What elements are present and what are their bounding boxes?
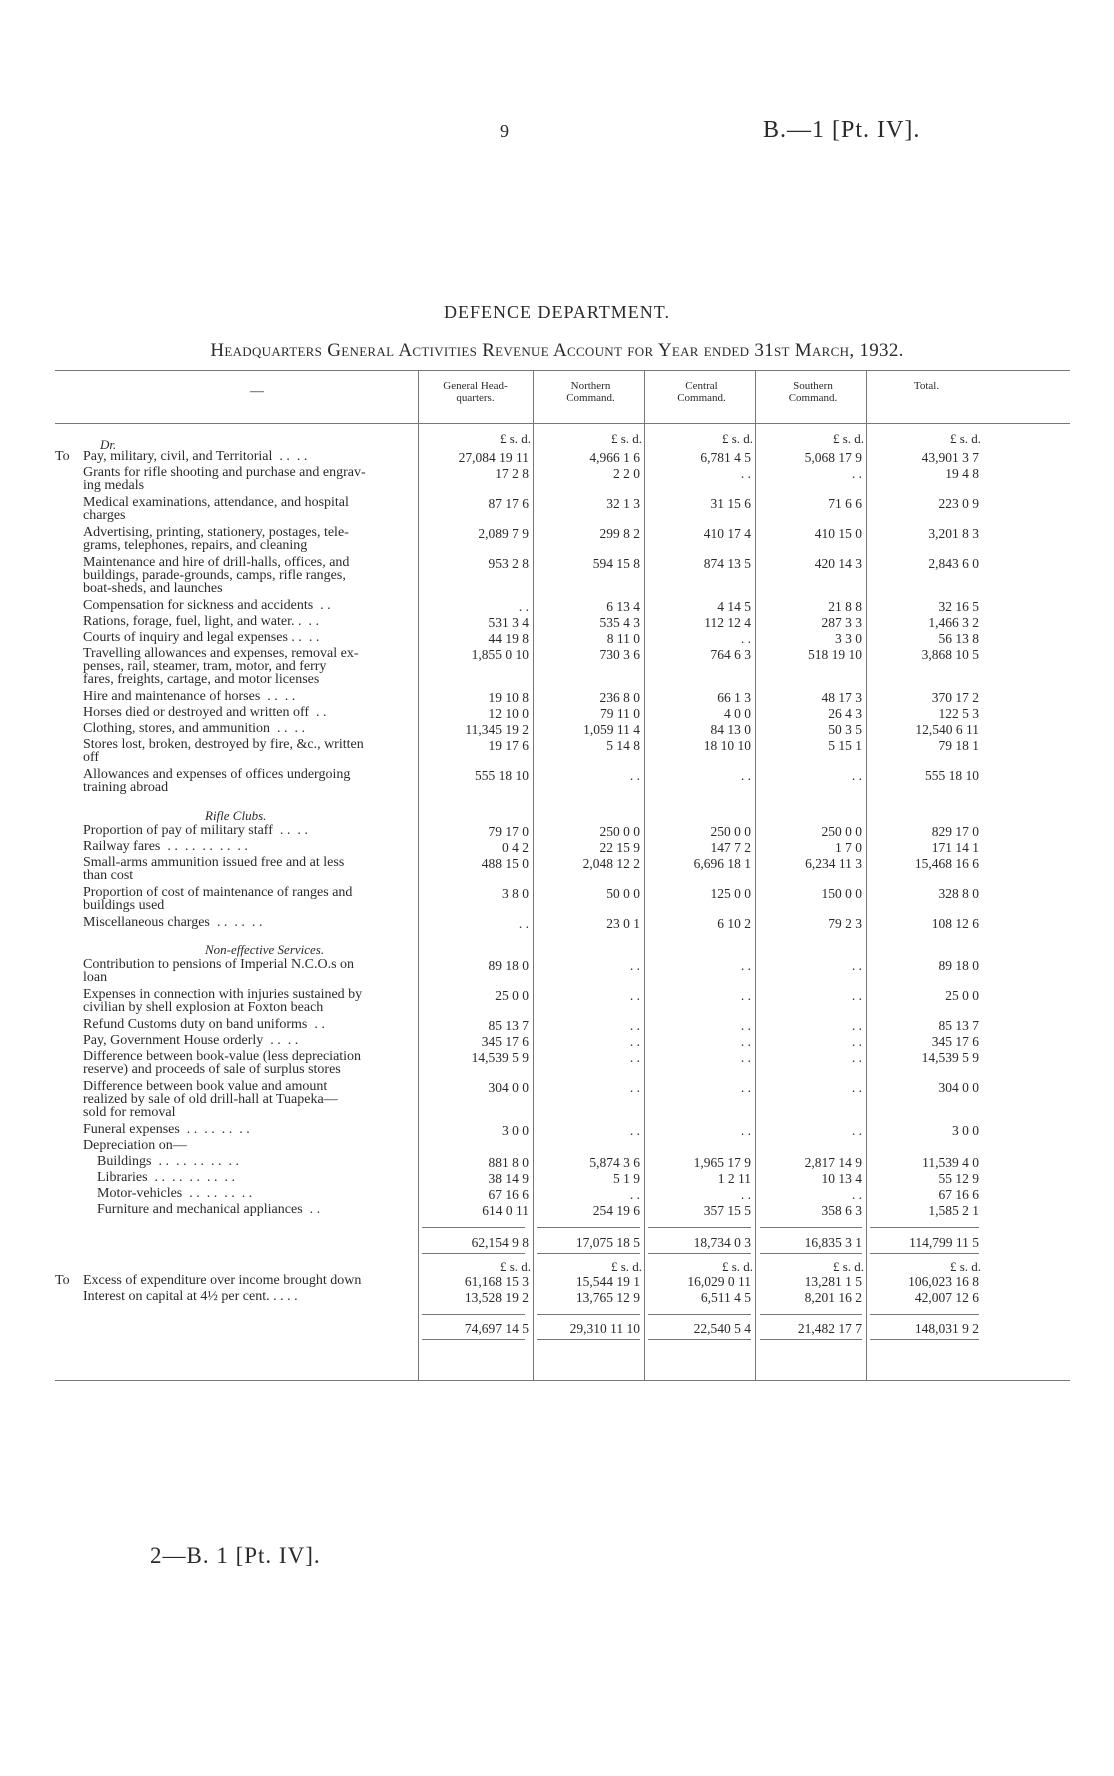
account-line-label: Motor-vehicles . . . . . . . . bbox=[83, 1186, 253, 1201]
amount-cell: 6 13 4 bbox=[606, 599, 640, 614]
grand-total-bottom-rule bbox=[648, 1339, 751, 1340]
amount-cell: . . bbox=[740, 988, 751, 1003]
amount-cell: 79 11 0 bbox=[600, 706, 640, 721]
column-header: General Head- quarters. bbox=[443, 380, 508, 404]
amount-cell: 13,281 1 5 bbox=[804, 1274, 862, 1289]
grand-total-cell: 74,697 14 5 bbox=[464, 1321, 529, 1336]
amount-cell: 345 17 6 bbox=[931, 1034, 979, 1049]
amount-cell: 304 0 0 bbox=[488, 1080, 529, 1095]
account-line-label: Difference between book value and amount realized by sale of old drill-hall at Tuapeka— sold for removal bbox=[83, 1079, 338, 1120]
amount-cell: 44 19 8 bbox=[488, 631, 529, 646]
amount-cell: . . bbox=[629, 1080, 640, 1095]
amount-cell: 531 3 4 bbox=[488, 615, 529, 630]
column-divider bbox=[533, 370, 534, 1380]
amount-cell: 32 1 3 bbox=[606, 496, 640, 511]
amount-cell: 3,201 8 3 bbox=[928, 526, 979, 541]
amount-cell: 19 17 6 bbox=[488, 738, 529, 753]
amount-cell: 594 15 8 bbox=[592, 556, 640, 571]
amount-cell: 953 2 8 bbox=[488, 556, 529, 571]
amount-cell: 250 0 0 bbox=[599, 824, 640, 839]
amount-cell: 50 0 0 bbox=[606, 886, 640, 901]
amount-cell: 50 3 5 bbox=[828, 722, 862, 737]
amount-cell: 61,168 15 3 bbox=[464, 1274, 529, 1289]
amount-cell: 67 16 6 bbox=[938, 1187, 979, 1202]
amount-cell: 2,048 12 2 bbox=[582, 856, 640, 871]
amount-cell: 223 0 9 bbox=[938, 496, 979, 511]
grand-total-cell: 29,310 11 10 bbox=[569, 1321, 640, 1336]
amount-cell: . . bbox=[629, 1018, 640, 1033]
currency-units: £ s. d. bbox=[832, 431, 864, 446]
section-heading: Non-effective Services. bbox=[205, 942, 325, 957]
amount-cell: . . bbox=[629, 958, 640, 973]
amount-cell: 555 18 10 bbox=[475, 768, 529, 783]
amount-cell: 87 17 6 bbox=[488, 496, 529, 511]
amount-cell: 85 13 7 bbox=[938, 1018, 979, 1033]
amount-cell: 8 11 0 bbox=[606, 631, 640, 646]
account-line-label: Clothing, stores, and ammunition . . . . bbox=[83, 721, 306, 736]
amount-cell: 6 10 2 bbox=[717, 916, 751, 931]
amount-cell: 299 8 2 bbox=[599, 526, 640, 541]
currency-units: £ s. d. bbox=[610, 431, 642, 446]
amount-cell: 171 14 1 bbox=[931, 840, 979, 855]
account-line-label: Stores lost, broken, destroyed by fire, &c., written off bbox=[83, 737, 364, 765]
account-line-label: Horses died or destroyed and written off . . bbox=[83, 705, 327, 720]
account-line-label: Railway fares . . . . . . . . . . bbox=[83, 839, 248, 854]
amount-cell: . . bbox=[629, 1050, 640, 1065]
subtotal-rule bbox=[760, 1227, 862, 1228]
account-line-label: Pay, Government House orderly . . . . bbox=[83, 1033, 299, 1048]
amount-cell: 13,528 19 2 bbox=[464, 1290, 529, 1305]
amount-cell: . . bbox=[851, 1080, 862, 1095]
account-line-label: Maintenance and hire of drill-halls, offices, and buildings, parade-grounds, camps, rifle ranges, boat-sheds, and launches bbox=[83, 555, 350, 596]
amount-cell: 3 0 0 bbox=[952, 1123, 979, 1138]
grand-total-rule bbox=[537, 1314, 640, 1315]
column-header: Southern Command. bbox=[788, 380, 838, 404]
amount-cell: 3,868 10 5 bbox=[921, 647, 979, 662]
currency-units: £ s. d. bbox=[499, 1259, 531, 1274]
amount-cell: 6,511 4 5 bbox=[700, 1290, 751, 1305]
amount-cell: 85 13 7 bbox=[488, 1018, 529, 1033]
subtotal-bottom-rule bbox=[648, 1253, 751, 1254]
amount-cell: . . bbox=[629, 768, 640, 783]
grand-total-cell: 22,540 5 4 bbox=[693, 1321, 751, 1336]
amount-cell: 4,966 1 6 bbox=[589, 450, 640, 465]
amount-cell: . . bbox=[740, 1050, 751, 1065]
amount-cell: 4 14 5 bbox=[717, 599, 751, 614]
amount-cell: 12 10 0 bbox=[488, 706, 529, 721]
amount-cell: 1 2 11 bbox=[717, 1171, 751, 1186]
account-line-label: Medical examinations, attendance, and hospital charges bbox=[83, 495, 349, 523]
amount-cell: . . bbox=[740, 768, 751, 783]
page-number: 9 bbox=[500, 121, 509, 141]
amount-cell: 11,345 19 2 bbox=[465, 722, 529, 737]
amount-cell: 150 0 0 bbox=[821, 886, 862, 901]
department-title: DEFENCE DEPARTMENT. bbox=[444, 302, 670, 322]
amount-cell: 328 8 0 bbox=[938, 886, 979, 901]
amount-cell: . . bbox=[740, 1034, 751, 1049]
amount-cell: 518 19 10 bbox=[808, 647, 862, 662]
amount-cell: 48 17 3 bbox=[821, 690, 862, 705]
amount-cell: . . bbox=[740, 1187, 751, 1202]
amount-cell: 11,539 4 0 bbox=[922, 1155, 979, 1170]
amount-cell: 21 8 8 bbox=[828, 599, 862, 614]
amount-cell: . . bbox=[740, 466, 751, 481]
amount-cell: 17 2 8 bbox=[495, 466, 529, 481]
amount-cell: 5 15 1 bbox=[828, 738, 862, 753]
subtotal-bottom-rule bbox=[537, 1253, 640, 1254]
account-line-label: Pay, military, civil, and Territorial . . . . bbox=[83, 449, 308, 464]
amount-cell: 874 13 5 bbox=[703, 556, 751, 571]
amount-cell: 19 4 8 bbox=[945, 466, 979, 481]
subtotal-rule bbox=[870, 1227, 979, 1228]
grand-total-bottom-rule bbox=[422, 1339, 525, 1340]
section-heading: Rifle Clubs. bbox=[205, 808, 267, 823]
subtotal-cell: 16,835 3 1 bbox=[804, 1235, 862, 1250]
amount-cell: 410 15 0 bbox=[814, 526, 862, 541]
amount-cell: . . bbox=[851, 958, 862, 973]
document-reference: B.—1 [Pt. IV]. bbox=[763, 117, 921, 143]
amount-cell: 25 0 0 bbox=[945, 988, 979, 1003]
amount-cell: . . bbox=[629, 1187, 640, 1202]
column-divider bbox=[418, 370, 419, 1380]
amount-cell: 357 15 5 bbox=[703, 1203, 751, 1218]
amount-cell: 6,781 4 5 bbox=[700, 450, 751, 465]
subtotal-bottom-rule bbox=[870, 1253, 979, 1254]
amount-cell: 829 17 0 bbox=[931, 824, 979, 839]
amount-cell: . . bbox=[851, 1034, 862, 1049]
amount-cell: 42,007 12 6 bbox=[914, 1290, 979, 1305]
currency-units: £ s. d. bbox=[949, 431, 981, 446]
amount-cell: 2,817 14 9 bbox=[804, 1155, 862, 1170]
amount-cell: 1,855 0 10 bbox=[471, 647, 529, 662]
amount-cell: 6,234 11 3 bbox=[805, 856, 862, 871]
account-line-label: Courts of inquiry and legal expenses . . . . bbox=[83, 630, 320, 645]
amount-cell: 2 2 0 bbox=[613, 466, 640, 481]
account-line-label: Proportion of cost of maintenance of ranges and buildings used bbox=[83, 885, 353, 913]
account-subtitle: Headquarters General Activities Revenue Account for Year ended 31st March, 1932. bbox=[210, 340, 904, 361]
currency-units: £ s. d. bbox=[721, 431, 753, 446]
amount-cell: . . bbox=[851, 768, 862, 783]
currency-units: £ s. d. bbox=[949, 1259, 981, 1274]
amount-cell: 67 16 6 bbox=[488, 1187, 529, 1202]
amount-cell: 108 12 6 bbox=[931, 916, 979, 931]
amount-cell: 764 6 3 bbox=[710, 647, 751, 662]
amount-cell: 730 3 6 bbox=[599, 647, 640, 662]
amount-cell: 3 8 0 bbox=[502, 886, 529, 901]
account-line-label: Allowances and expenses of offices undergoing training abroad bbox=[83, 767, 351, 795]
account-line-label: Advertising, printing, stationery, postages, tele- grams, telephones, repairs, and cleaning bbox=[83, 525, 349, 553]
amount-cell: 79 18 1 bbox=[938, 738, 979, 753]
amount-cell: 5,874 3 6 bbox=[589, 1155, 640, 1170]
amount-cell: 345 17 6 bbox=[481, 1034, 529, 1049]
amount-cell: . . bbox=[851, 1050, 862, 1065]
subtotal-rule bbox=[422, 1227, 525, 1228]
amount-cell: . . bbox=[629, 1123, 640, 1138]
currency-units: £ s. d. bbox=[499, 431, 531, 446]
amount-cell: 2,843 6 0 bbox=[928, 556, 979, 571]
amount-cell: 535 4 3 bbox=[599, 615, 640, 630]
account-line-label: Interest on capital at 4½ per cent. . . . . bbox=[83, 1289, 298, 1304]
amount-cell: 4 0 0 bbox=[724, 706, 751, 721]
account-line-label: Hire and maintenance of horses . . . . bbox=[83, 689, 296, 704]
currency-units: £ s. d. bbox=[610, 1259, 642, 1274]
amount-cell: 13,765 12 9 bbox=[575, 1290, 640, 1305]
account-line-label: Buildings . . . . . . . . . . bbox=[83, 1154, 239, 1169]
amount-cell: 5,068 17 9 bbox=[804, 450, 862, 465]
account-line-label: Refund Customs duty on band uniforms . . bbox=[83, 1017, 325, 1032]
subtotal-rule bbox=[648, 1227, 751, 1228]
amount-cell: 125 0 0 bbox=[710, 886, 751, 901]
account-line-label: Rations, forage, fuel, light, and water. . . . bbox=[83, 614, 319, 629]
amount-cell: 89 18 0 bbox=[938, 958, 979, 973]
amount-cell: . . bbox=[851, 466, 862, 481]
amount-cell: 79 2 3 bbox=[828, 916, 862, 931]
amount-cell: 19 10 8 bbox=[488, 690, 529, 705]
account-line-label: Compensation for sickness and accidents . . bbox=[83, 598, 331, 613]
amount-cell: 25 0 0 bbox=[495, 988, 529, 1003]
amount-cell: 26 4 3 bbox=[828, 706, 862, 721]
account-line-label: Grants for rifle shooting and purchase and engrav- ing medals bbox=[83, 465, 366, 493]
account-line-label: Excess of expenditure over income brought down bbox=[83, 1273, 362, 1288]
amount-cell: 1,585 2 1 bbox=[928, 1203, 979, 1218]
column-divider bbox=[866, 370, 867, 1380]
amount-cell: . . bbox=[851, 1187, 862, 1202]
amount-cell: 370 17 2 bbox=[931, 690, 979, 705]
amount-cell: . . bbox=[518, 916, 529, 931]
amount-cell: . . bbox=[740, 958, 751, 973]
amount-cell: 10 13 4 bbox=[821, 1171, 862, 1186]
to-label: To bbox=[55, 449, 70, 464]
amount-cell: 31 15 6 bbox=[710, 496, 751, 511]
amount-cell: 147 7 2 bbox=[710, 840, 751, 855]
amount-cell: 32 16 5 bbox=[938, 599, 979, 614]
amount-cell: 38 14 9 bbox=[488, 1171, 529, 1186]
amount-cell: . . bbox=[629, 1034, 640, 1049]
grand-total-cell: 21,482 17 7 bbox=[797, 1321, 862, 1336]
amount-cell: 5 1 9 bbox=[613, 1171, 640, 1186]
amount-cell: . . bbox=[740, 631, 751, 646]
amount-cell: 112 12 4 bbox=[704, 615, 751, 630]
header-bottom-rule bbox=[55, 423, 1070, 424]
amount-cell: 71 6 6 bbox=[828, 496, 862, 511]
amount-cell: 1,466 3 2 bbox=[928, 615, 979, 630]
amount-cell: 3 0 0 bbox=[502, 1123, 529, 1138]
amount-cell: 254 19 6 bbox=[592, 1203, 640, 1218]
grand-total-bottom-rule bbox=[537, 1339, 640, 1340]
amount-cell: 84 13 0 bbox=[710, 722, 751, 737]
grand-total-bottom-rule bbox=[760, 1339, 862, 1340]
account-line-label: Proportion of pay of military staff . . . . bbox=[83, 823, 308, 838]
account-line-label: Miscellaneous charges . . . . . . bbox=[83, 915, 263, 930]
account-line-label: Depreciation on— bbox=[83, 1138, 187, 1153]
amount-cell: 250 0 0 bbox=[710, 824, 751, 839]
subtotal-cell: 114,799 11 5 bbox=[909, 1235, 979, 1250]
amount-cell: 15,468 16 6 bbox=[914, 856, 979, 871]
column-header: Northern Command. bbox=[566, 380, 615, 404]
amount-cell: 5 14 8 bbox=[606, 738, 640, 753]
subtotal-cell: 62,154 9 8 bbox=[471, 1235, 529, 1250]
footer-reference: 2—B. 1 [Pt. IV]. bbox=[150, 1543, 321, 1568]
account-line-label: Funeral expenses . . . . . . . . bbox=[83, 1122, 250, 1137]
account-line-label: Small-arms ammunition issued free and at less than cost bbox=[83, 855, 345, 883]
amount-cell: . . bbox=[851, 988, 862, 1003]
amount-cell: 89 18 0 bbox=[488, 958, 529, 973]
amount-cell: 56 13 8 bbox=[938, 631, 979, 646]
amount-cell: 43,901 3 7 bbox=[921, 450, 979, 465]
currency-units: £ s. d. bbox=[832, 1259, 864, 1274]
amount-cell: . . bbox=[740, 1123, 751, 1138]
amount-cell: 614 0 11 bbox=[482, 1203, 529, 1218]
amount-cell: 420 14 3 bbox=[814, 556, 862, 571]
amount-cell: 1 7 0 bbox=[835, 840, 862, 855]
grand-total-rule bbox=[870, 1314, 979, 1315]
amount-cell: 79 17 0 bbox=[488, 824, 529, 839]
amount-cell: . . bbox=[740, 1018, 751, 1033]
amount-cell: 488 15 0 bbox=[481, 856, 529, 871]
subtotal-cell: 17,075 18 5 bbox=[575, 1235, 640, 1250]
amount-cell: 14,539 5 9 bbox=[471, 1050, 529, 1065]
amount-cell: 106,023 16 8 bbox=[908, 1274, 979, 1289]
table-bottom-rule bbox=[55, 1380, 1070, 1381]
amount-cell: 55 12 9 bbox=[938, 1171, 979, 1186]
grand-total-cell: 148,031 9 2 bbox=[914, 1321, 979, 1336]
amount-cell: 122 5 3 bbox=[938, 706, 979, 721]
table-top-rule bbox=[55, 370, 1070, 371]
grand-total-rule bbox=[760, 1314, 862, 1315]
subtotal-cell: 18,734 0 3 bbox=[693, 1235, 751, 1250]
amount-cell: 881 8 0 bbox=[488, 1155, 529, 1170]
currency-units: £ s. d. bbox=[721, 1259, 753, 1274]
amount-cell: 1,059 11 4 bbox=[583, 722, 640, 737]
account-line-label: Furniture and mechanical appliances . . bbox=[83, 1202, 321, 1217]
amount-cell: 18 10 10 bbox=[703, 738, 751, 753]
account-line-label: Difference between book-value (less depreciation reserve) and proceeds of sale of surplus stores bbox=[83, 1049, 362, 1077]
account-line-label: Expenses in connection with injuries sustained by civilian by shell explosion at Foxton beach bbox=[83, 987, 363, 1015]
amount-cell: 6,696 18 1 bbox=[693, 856, 751, 871]
amount-cell: 16,029 0 11 bbox=[687, 1274, 751, 1289]
column-header: Central Command. bbox=[677, 380, 726, 404]
amount-cell: 12,540 6 11 bbox=[915, 722, 979, 737]
subtotal-bottom-rule bbox=[760, 1253, 862, 1254]
amount-cell: 2,089 7 9 bbox=[478, 526, 529, 541]
account-line-label: Contribution to pensions of Imperial N.C.O.s on loan bbox=[83, 957, 355, 985]
amount-cell: 250 0 0 bbox=[821, 824, 862, 839]
account-line-label: Travelling allowances and expenses, removal ex- penses, rail, steamer, tram, motor, and ferry fares, freights, cartage, and motor licenses bbox=[83, 646, 359, 687]
label-column-header: — bbox=[250, 384, 264, 399]
amount-cell: . . bbox=[629, 988, 640, 1003]
grand-total-bottom-rule bbox=[870, 1339, 979, 1340]
amount-cell: 66 1 3 bbox=[717, 690, 751, 705]
column-divider bbox=[755, 370, 756, 1380]
amount-cell: 410 17 4 bbox=[703, 526, 751, 541]
amount-cell: 14,539 5 9 bbox=[921, 1050, 979, 1065]
amount-cell: . . bbox=[518, 599, 529, 614]
amount-cell: 27,084 19 11 bbox=[458, 450, 529, 465]
amount-cell: . . bbox=[851, 1123, 862, 1138]
amount-cell: 287 3 3 bbox=[821, 615, 862, 630]
amount-cell: 304 0 0 bbox=[938, 1080, 979, 1095]
amount-cell: 15,544 19 1 bbox=[575, 1274, 640, 1289]
amount-cell: 0 4 2 bbox=[502, 840, 529, 855]
grand-total-rule bbox=[648, 1314, 751, 1315]
column-header: Total. bbox=[913, 380, 940, 392]
amount-cell: 3 3 0 bbox=[835, 631, 862, 646]
amount-cell: 555 18 10 bbox=[925, 768, 979, 783]
subtotal-rule bbox=[537, 1227, 640, 1228]
amount-cell: 8,201 16 2 bbox=[804, 1290, 862, 1305]
amount-cell: 358 6 3 bbox=[821, 1203, 862, 1218]
to-label: To bbox=[55, 1273, 70, 1288]
amount-cell: 1,965 17 9 bbox=[693, 1155, 751, 1170]
account-line-label: Libraries . . . . . . . . . . bbox=[83, 1170, 236, 1185]
amount-cell: 236 8 0 bbox=[599, 690, 640, 705]
column-divider bbox=[644, 370, 645, 1380]
amount-cell: . . bbox=[740, 1080, 751, 1095]
amount-cell: 22 15 9 bbox=[599, 840, 640, 855]
amount-cell: 23 0 1 bbox=[606, 916, 640, 931]
dr-label: Dr. bbox=[100, 437, 117, 452]
subtotal-bottom-rule bbox=[422, 1253, 525, 1254]
grand-total-rule bbox=[422, 1314, 525, 1315]
amount-cell: . . bbox=[851, 1018, 862, 1033]
